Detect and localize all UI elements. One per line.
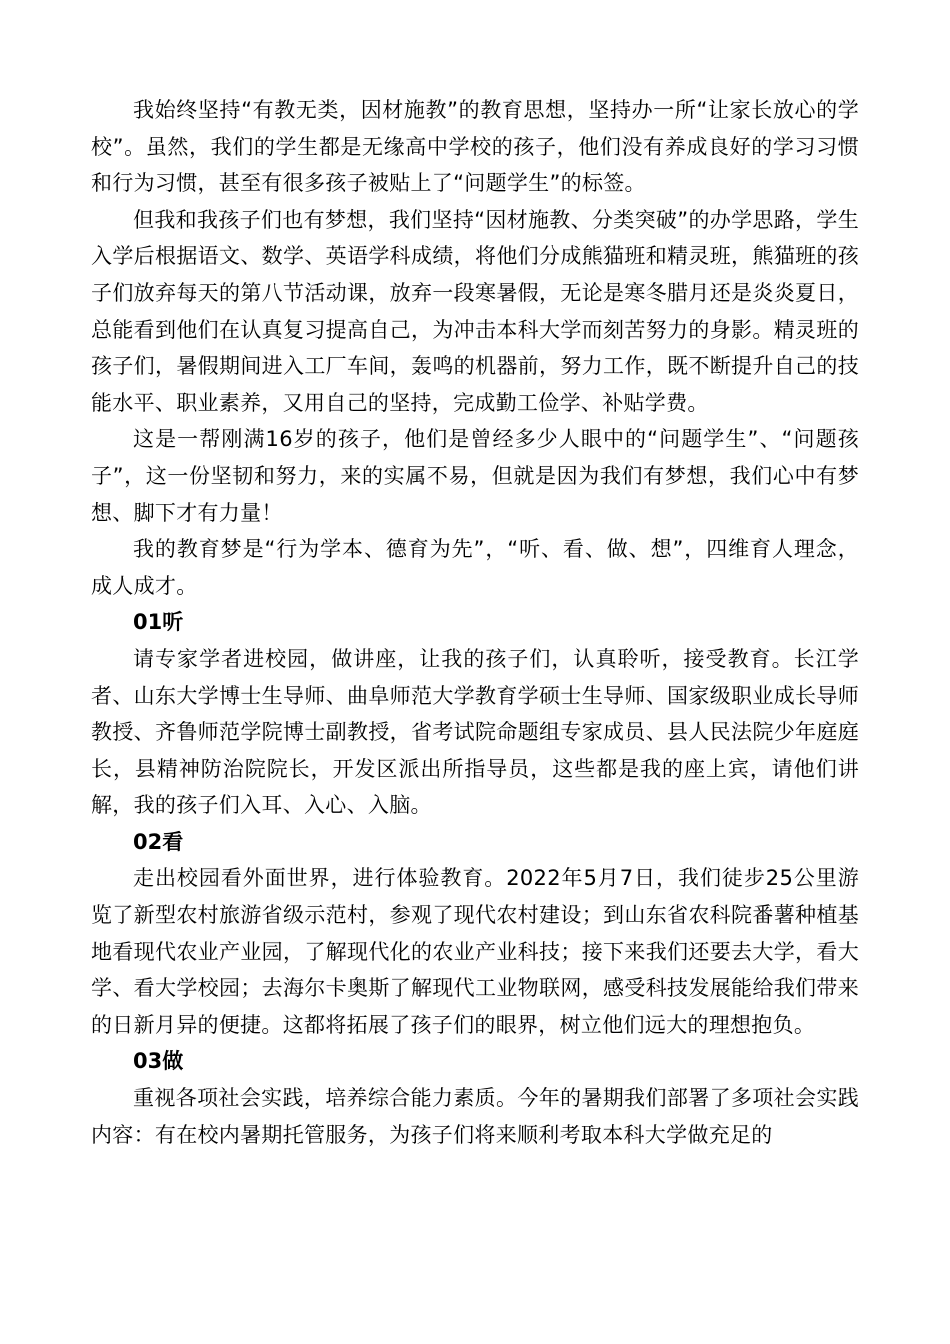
paragraph-intro: 我始终坚持“有教无类，因材施教”的教育思想，坚持办一所“让家长放心的学校”。虽然，我们的学生都是无缘高中学校的孩子，他们没有养成良好的学习习惯和行为习惯，甚至有很多孩子被贴上了“问题学生”的标签。	[91, 98, 859, 196]
paragraph-look: 走出校园看外面世界，进行体验教育。2022年5月7日，我们徒步25公里游览了新型农村旅游省级示范村，参观了现代农村建设；到山东省农科院番薯种植基地看现代农业产业园，了解现代化的农业产业科技；接下来我们还要去大学，看大学、看大学校园；去海尔卡奥斯了解现代工业物联网，感受科技发展能给我们带来的日新月异的便捷。这都将拓展了孩子们的眼界，树立他们远大的理想抱负。	[91, 866, 859, 1037]
paragraph-listen: 请专家学者进校园，做讲座，让我的孩子们，认真聆听，接受教育。长江学者、山东大学博士生导师、曲阜师范大学教育学硕士生导师、国家级职业成长导师教授、齐鲁师范学院博士副教授，省考试院命题组专家成员、县人民法院少年庭庭长，县精神防治院院长，开发区派出所指导员，这些都是我的座上宾，请他们讲解，我的孩子们入耳、入心、入脑。	[91, 646, 859, 818]
heading-listen: 01听	[133, 610, 184, 635]
paragraph-sixteen: 这是一帮刚满16岁的孩子，他们是曾经多少人眼中的“问题学生”、“问题孩子”，这一份坚韧和努力，来的实属不易，但就是因为我们有梦想，我们心中有梦想、脚下才有力量！	[91, 427, 859, 525]
heading-do: 03做	[133, 1049, 184, 1074]
paragraph-education-dream: 我的教育梦是“行为学本、德育为先”，“听、看、做、想”，四维育人理念，成人成才。	[91, 537, 859, 598]
paragraph-do: 重视各项社会实践，培养综合能力素质。今年的暑期我们部署了多项社会实践内容：有在校内暑期托管服务，为孩子们将来顺利考取本科大学做充足的	[91, 1086, 859, 1147]
paragraph-dream: 但我和我孩子们也有梦想，我们坚持“因材施教、分类突破”的办学思路，学生入学后根据语文、数学、英语学科成绩，将他们分成熊猫班和精灵班，熊猫班的孩子们放弃每天的第八节活动课，放弃一段寒暑假，无论是寒冬腊月还是炎炎夏日，总能看到他们在认真复习提高自己，为冲击本科大学而刻苦努力的身影。精灵班的孩子们，暑假期间进入工厂车间，轰鸣的机器前，努力工作，既不断提升自己的技能水平、职业素养，又用自己的坚持，完成勤工俭学、补贴学费。	[91, 207, 859, 415]
document-page	[91, 92, 859, 1153]
heading-look: 02看	[133, 829, 184, 854]
